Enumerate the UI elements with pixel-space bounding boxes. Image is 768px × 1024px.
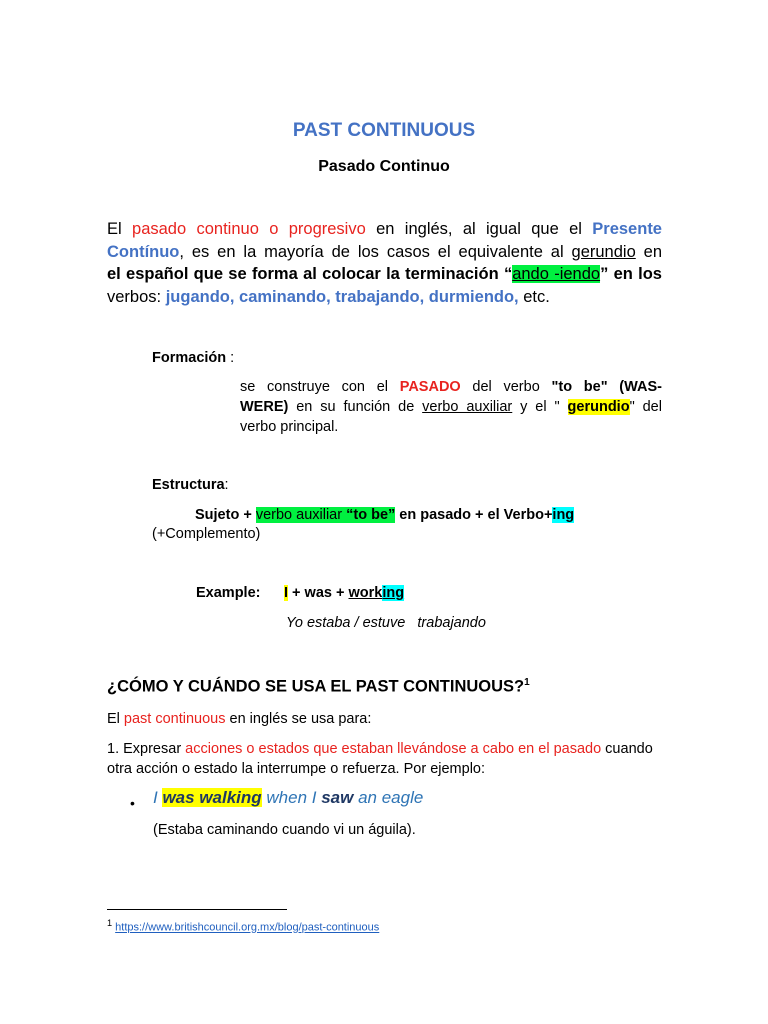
footnote-divider	[107, 909, 287, 910]
term-presente: Presente	[592, 220, 662, 238]
term-pasado-continuo: pasado continuo o progresivo	[132, 220, 366, 238]
term-gerundio-highlight: gerundio	[567, 398, 630, 415]
example-formula: I + was + working	[284, 585, 405, 601]
page-subtitle: Pasado Continuo	[318, 158, 450, 175]
subject-i: I	[284, 585, 289, 601]
footnote: $^1$ https://www.britishcouncil.org.mx/blog/past-continuous	[107, 918, 380, 934]
section-heading: ¿CÓMO Y CUÁNDO SE USA EL PAST CONTINUOUS?$^1$	[107, 677, 530, 696]
estructura-formula: Sujeto + verbo auxiliar “to be” en pasado + el Verbo+ing	[195, 507, 575, 523]
term-to-be-was: "to be" (WAS-	[551, 379, 662, 395]
footnote-link[interactable]: https://www.britishcouncil.org.mx/blog/past-continuous	[115, 921, 380, 934]
page-title: PAST CONTINUOUS	[292, 120, 476, 141]
example-verbs: jugando, caminando, trabajando, durmiendo,	[165, 287, 519, 306]
usage-intro: El past continuous en inglés se usa para:	[107, 711, 372, 727]
term-verbo-auxiliar: verbo auxiliar	[422, 398, 513, 415]
was-walking: was walking	[162, 788, 262, 807]
example-label: Example:	[196, 585, 261, 601]
term-ing: ing	[552, 507, 575, 523]
term-verbo-auxiliar-hl: verbo auxiliar “to be”	[255, 507, 396, 523]
intro-paragraph	[107, 218, 662, 308]
intro-line-4: verbos: jugando, caminando, trabajando, durmiendo, etc.	[107, 287, 550, 306]
saw: saw	[321, 788, 354, 807]
formacion-heading: Formación :	[152, 350, 235, 366]
usage-item-1: 1. Expresar acciones o estados que estaban llevándose a cabo en el pasado cuando otra acción o estado la interrumpe o refuerza. Por ejemplo:	[107, 741, 653, 777]
estructura-complement: (+Complemento)	[152, 526, 261, 542]
term-ando-iendo: ando -iendo	[512, 265, 601, 284]
example-translation: Yo estaba / estuve trabajando	[286, 615, 486, 631]
footnote-ref[interactable]: 1	[524, 677, 530, 688]
term-pasado: PASADO	[399, 379, 461, 395]
example-sentence: I was walking when I saw an eagle	[153, 788, 424, 807]
example-sentence-translation: (Estaba caminando cuando vi un águila).	[153, 822, 416, 838]
term-continuo: Contínuo	[107, 242, 180, 261]
bullet-icon: •	[130, 795, 135, 811]
formacion-body: se construye con el PASADO del verbo "to be" (WAS- WERE) en su función de verbo auxiliar y el " gerundio" del verbo principal.	[240, 379, 662, 435]
verb-working: working	[348, 585, 405, 601]
estructura-heading: Estructura:	[152, 477, 229, 493]
intro-line-3: el español que se forma al colocar la terminación “ando -iendo” en los	[107, 265, 662, 284]
intro-line-1: El pasado continuo o progresivo en inglés, al igual que el Presente	[107, 220, 662, 238]
intro-line-2: Contínuo, es en la mayoría de los casos el equivalente al gerundio en	[107, 242, 662, 261]
term-gerundio: gerundio	[571, 242, 636, 261]
